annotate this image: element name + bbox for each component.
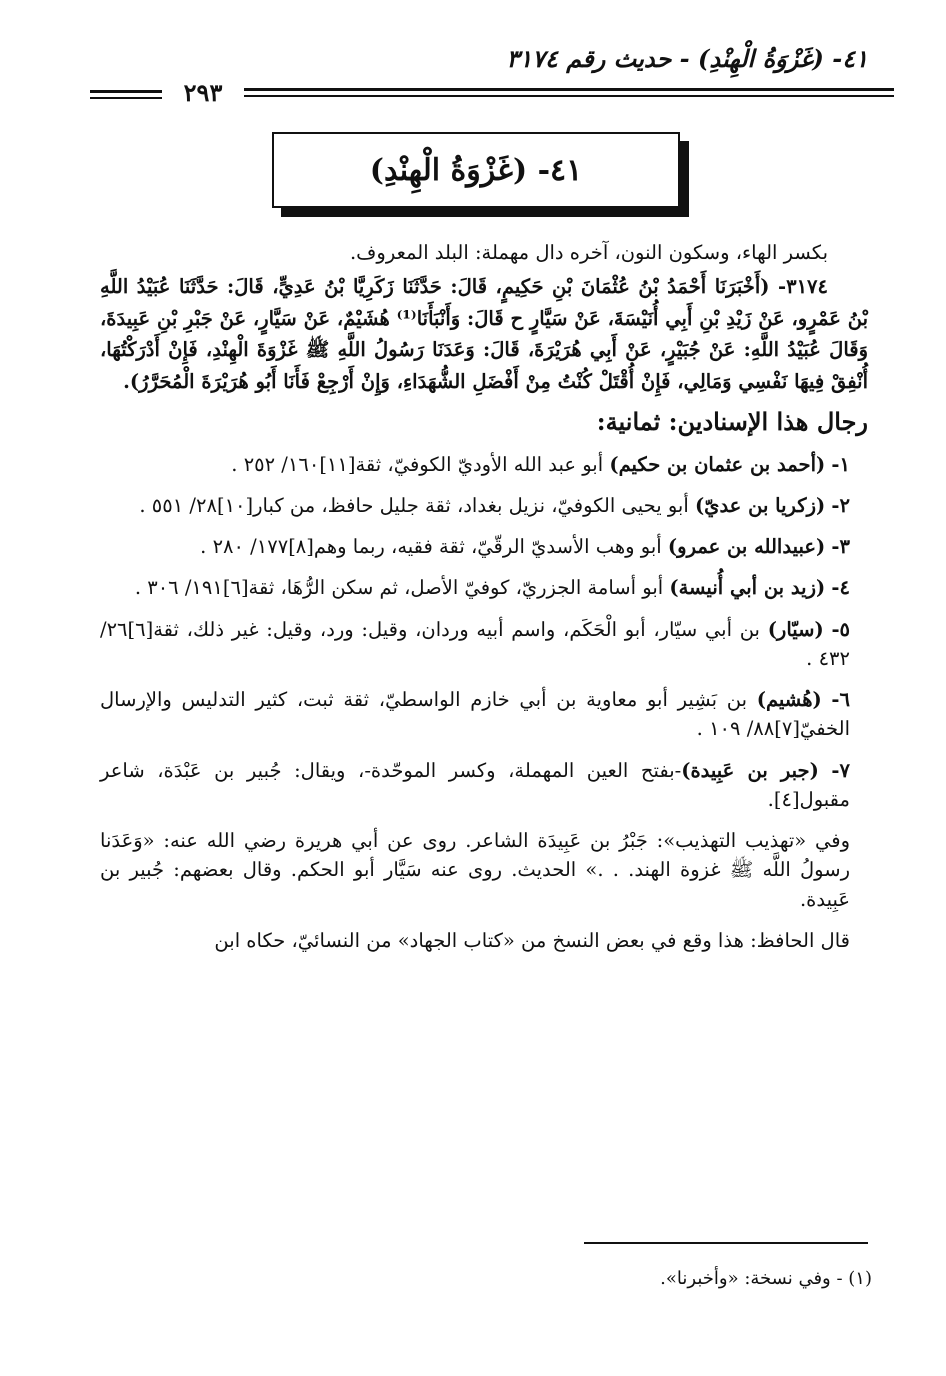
- narrator-name: (هُشيم): [756, 688, 822, 712]
- chapter-title: ٤١- (غَزْوَةُ الْهِنْدِ): [369, 152, 583, 188]
- narrator-name: (أحمد بن عثمان بن حكيم): [609, 452, 826, 476]
- narrator-name: (عبيدالله بن عمرو): [667, 535, 826, 559]
- narrator-description: أبو عبد الله الأوديّ الكوفيّ، ثقة[١١]١٦٠/ ٢٥٢ .: [231, 452, 610, 476]
- narrator-entry: [100, 450, 868, 479]
- chapter-title-box: [272, 132, 680, 208]
- narrator-entry: [100, 573, 868, 602]
- narrator-entry: [100, 491, 868, 520]
- narrator-number: ٣-: [831, 535, 850, 559]
- narrator-entry: [100, 615, 868, 674]
- narrator-description: أبو أسامة الجزريّ، كوفيّ الأصل، ثم سكن الرُّهَا، ثقة[٦]١٩١/ ٣٠٦ .: [134, 576, 670, 600]
- footnote: (١) - وفي نسخة: «وأخبرنا».: [660, 1268, 872, 1289]
- page-number: ٢٩٣: [183, 78, 223, 107]
- narrator-number: ٧-: [831, 758, 850, 782]
- page-body: [100, 238, 868, 967]
- narrator-number: ١-: [831, 452, 850, 476]
- narrator-number: ٦-: [831, 688, 850, 712]
- narrator-name: (سيّار): [767, 617, 824, 641]
- narrators-heading: رجال هذا الإسنادين: ثمانية:: [596, 406, 868, 436]
- narrator-number: ٢-: [831, 493, 850, 517]
- hadith-text: ٣١٧٤- (أَخْبَرَنَا أَحْمَدُ بْنُ عُثْمَانَ بْنِ حَكِيمٍ، قَالَ: حَدَّثَنَا زَكَرِيَّا بْنُ عَدِيٍّ، قَالَ: حَدَّثَنَا عُبَيْدُ اللَّهِ بْنُ عَمْرٍو، عَنْ زَيْدِ بْنِ أَبِي أُنَيْسَةَ، عَنْ سَيَّارٍ ح قَالَ: وَأَنْبَأَنَا⁽¹⁾ هُشَيْمٌ، عَنْ سَيَّارٍ، عَنْ جَبْرِ بْنِ عَبِيدَةَ، وَقَالَ عُبَيْدُ اللَّهِ: عَنْ جُبَيْرٍ، عَنْ أَبِي هُرَيْرَةَ، قَالَ: وَعَدَنَا رَسُولُ اللَّهِ ﷺ غَزْوَةَ الْهِنْدِ، فَإِنْ أَدْرَكْتُهَا، أُنْفِقْ فِيهَا نَفْسِي وَمَالِي، فَإِنْ أُقْتَلْ كُنْتُ مِنْ أَفْضَلِ الشُّهَدَاءِ، وَإِنْ أَرْجِعْ فَأَنَا أَبُو هُرَيْرَةَ الْمُحَرَّرُ).: [100, 275, 868, 393]
- narrator-name: (جبر بن عَبِيدة): [681, 758, 819, 782]
- narrator-description: أبو وهب الأسديّ الرقّيّ، ثقة فقيه، ربما وهم[٨]١٧٧/ ٢٨٠ .: [200, 535, 668, 559]
- hafiz-note: قال الحافظ: هذا وقع في بعض النسخ من «كتاب الجهاد» من النسائيّ، حكاه ابن: [214, 928, 850, 952]
- header-rule-short: [90, 90, 162, 99]
- running-header: ٤١- (غَزْوَةُ الْهِنْدِ) - حديث رقم ٣١٧٤: [506, 44, 868, 73]
- narrator-entry: [100, 756, 868, 815]
- narrator-name: (زكريا بن عديّ): [694, 493, 826, 517]
- narrator-number: ٥-: [831, 617, 851, 641]
- narrator-entry: [100, 685, 868, 744]
- narrator-number: ٤-: [831, 576, 850, 600]
- tahdhib-note: وفي «تهذيب التهذيب»: جَبْرُ بن عَبِيدَة الشاعر. روى عن أبي هريرة رضي الله عنه: «وَعَدَنا رسولُ اللَّه ﷺ غزوة الهند. . .» الحديث. روى عنه سَيَّار أبو الحكم. وقال بعضهم: جُبير بن عَبِيدة.: [100, 829, 850, 911]
- intro-paragraph: بكسر الهاء، وسكون النون، آخره دال مهملة: البلد المعروف.: [349, 241, 828, 264]
- narrator-description: -بفتح العين المهملة، وكسر الموحّدة-، ويقال: جُبير بن عَبْدَة، شاعر مقبول[٤].: [100, 758, 850, 811]
- header-rule: [244, 88, 894, 97]
- narrator-description: بن بَشِير أبو معاوية بن أبي خازم الواسطيّ، ثقة ثبت، كثير التدليس والإرسال الخفيّ[٧]٨٨/ ١٠٩ .: [100, 688, 850, 741]
- footnote-rule: [584, 1242, 868, 1244]
- narrator-description: بن أبي سيّار، أبو الْحَكَم، واسم أبيه وردان، وقيل: ورد، وقيل: غير ذلك، ثقة[٦]٢٦/ ٤٣٢ .: [100, 617, 850, 670]
- narrator-description: أبو يحيى الكوفيّ، نزيل بغداد، ثقة جليل حافظ، من كبار[١٠]٢٨/ ٥٥١ .: [139, 493, 695, 517]
- narrator-entry: [100, 532, 868, 561]
- narrator-name: (زيد بن أبي أُنيسة): [669, 576, 826, 600]
